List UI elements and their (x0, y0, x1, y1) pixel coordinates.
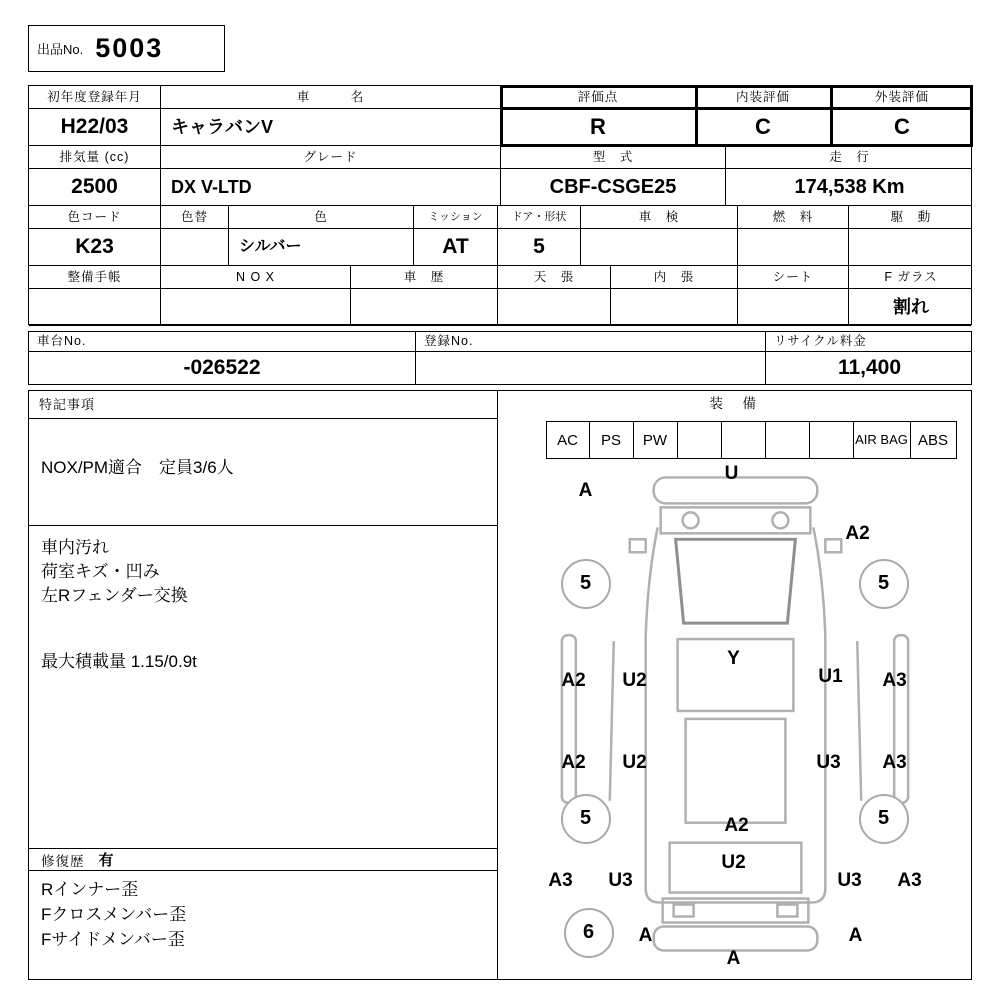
exterior-label: 外装評価 (874, 90, 929, 104)
damage-mark: U3 (837, 870, 862, 891)
inspection-value (581, 229, 738, 265)
equipment-and-diagram-pane (498, 391, 972, 979)
wheel-score-mark: 5 (859, 559, 909, 609)
wheel-score-mark: 5 (561, 794, 611, 844)
recycle-fee-value: 11,400 (837, 356, 902, 379)
exterior-value: C (894, 114, 910, 139)
row-values-3 (29, 229, 971, 266)
seat-label: シート (738, 266, 849, 288)
auction-no-label: 出品No. (37, 42, 84, 57)
row-values-4 (29, 289, 971, 326)
notes-header: 特記事項 (29, 391, 497, 419)
row-labels-1 (29, 86, 971, 109)
color-label: 色 (229, 206, 414, 228)
notes-compliance: NOX/PM適合 定員3/6人 (29, 419, 497, 526)
damage-diagram-marks (498, 391, 972, 981)
model-code-label: 型 式 (501, 146, 726, 168)
first-reg-value: H22/03 (29, 109, 161, 145)
auction-no-value: 5003 (95, 33, 164, 63)
doors-label: ドア・形状 (498, 206, 581, 228)
nox-value (161, 289, 351, 325)
door-lining-label: 内 張 (611, 266, 738, 288)
recycle-fee-label: リサイクル料金 (774, 334, 867, 348)
displacement-label: 排気量 (cc) (29, 146, 161, 168)
first-reg-label: 初年度登録年月 (29, 86, 161, 108)
equipment-header: 装 備 (709, 396, 759, 411)
damage-mark: U1 (818, 666, 843, 687)
damage-mark: Y (727, 648, 740, 669)
equip-ps: PS (590, 421, 634, 459)
reg-no-label: 登録No. (416, 332, 766, 351)
row-labels-4 (29, 266, 971, 289)
history-value (351, 289, 498, 325)
car-name-value: キャラバンV (161, 109, 501, 145)
damage-mark: A (848, 925, 863, 946)
damage-mark: U2 (622, 670, 647, 691)
chassis-no-value: -026522 (29, 352, 416, 384)
grade-label: グレード (161, 146, 501, 168)
model-code-value: CBF-CSGE25 (501, 169, 726, 205)
drive-label: 駆 動 (890, 210, 932, 224)
wheel-score-mark: 6 (564, 908, 614, 958)
auction-no-box (28, 25, 225, 72)
note-line: 荷室キズ・凹み (41, 562, 160, 581)
damage-mark: A3 (897, 870, 922, 891)
history-label: 車 歴 (351, 266, 498, 288)
headliner-label: 天 張 (498, 266, 611, 288)
chassis-table (28, 331, 972, 385)
row-values-2 (29, 169, 971, 206)
damage-mark: U (724, 463, 739, 484)
damage-mark: A2 (561, 752, 586, 773)
damage-mark: A3 (882, 752, 907, 773)
front-glass-value: 割れ (893, 297, 929, 317)
nox-label: N O X (161, 266, 351, 288)
equip-abs: ABS (911, 421, 957, 459)
damage-mark: U2 (721, 852, 746, 873)
inspection-label: 車 検 (581, 206, 738, 228)
row-labels-3 (29, 206, 971, 229)
damage-mark: A (726, 948, 741, 969)
damage-mark: A2 (845, 523, 870, 544)
wheel-score-mark: 5 (561, 559, 611, 609)
repair-history-row (29, 849, 497, 871)
color-change-value (161, 229, 229, 265)
seat-value (738, 289, 849, 325)
damage-mark: U2 (622, 752, 647, 773)
damage-mark: A (578, 480, 593, 501)
damage-mark: A2 (561, 670, 586, 691)
notes-condition-section (29, 526, 497, 849)
lower-block (28, 390, 972, 980)
row-values-1 (29, 109, 971, 146)
color-change-label: 色替 (161, 206, 229, 228)
interior-label: 内装評価 (696, 86, 831, 108)
payload-note: 最大積載量 1.15/0.9t (41, 652, 197, 671)
note-line: 左Rフェンダー交換 (41, 586, 188, 605)
score-value: R (501, 109, 696, 145)
transmission-label: ミッション (414, 206, 498, 228)
chassis-values-row (29, 352, 971, 384)
displacement-value: 2500 (29, 169, 161, 205)
car-name-label: 車 名 (161, 86, 501, 108)
damage-mark: A3 (882, 670, 907, 691)
damage-mark: U3 (816, 752, 841, 773)
equip-airbag: AIR BAG (854, 421, 911, 459)
repair-history-value: 有 (98, 852, 114, 869)
mileage-value: 174,538 Km (794, 176, 905, 198)
maintenance-value (29, 289, 161, 325)
score-label: 評価点 (501, 86, 696, 108)
chassis-no-label: 車台No. (29, 332, 416, 351)
damage-mark: U3 (608, 870, 633, 891)
repair-line: Fサイドメンバー歪 (41, 930, 185, 949)
repair-history-label: 修復歴 (41, 853, 85, 869)
drive-value (849, 229, 973, 265)
chassis-labels-row (29, 332, 971, 352)
notes-pane (29, 391, 498, 979)
damage-mark: A2 (724, 815, 749, 836)
color-code-label: 色コード (29, 206, 161, 228)
repair-line: Rインナー歪 (41, 880, 139, 899)
color-value: シルバー (229, 229, 414, 265)
mileage-label: 走 行 (829, 150, 870, 164)
fuel-value (738, 229, 849, 265)
equip-pw: PW (634, 421, 678, 459)
main-spec-table (28, 85, 972, 325)
repair-details-section (29, 871, 497, 952)
damage-mark: A3 (548, 870, 573, 891)
door-lining-value (611, 289, 738, 325)
doors-value: 5 (498, 229, 581, 265)
repair-line: Fクロスメンバー歪 (41, 905, 187, 924)
headliner-value (498, 289, 611, 325)
reg-no-value (416, 352, 766, 384)
interior-value: C (696, 109, 831, 145)
note-line: 車内汚れ (41, 538, 109, 557)
wheel-score-mark: 5 (859, 794, 909, 844)
fuel-label: 燃 料 (738, 206, 849, 228)
equip-ac: AC (546, 421, 590, 459)
front-glass-label: F ガラス (884, 270, 938, 284)
row-labels-2 (29, 146, 971, 169)
damage-mark: A (638, 925, 653, 946)
maintenance-label: 整備手帳 (29, 266, 161, 288)
grade-value: DX V-LTD (161, 169, 501, 205)
transmission-value: AT (414, 229, 498, 265)
color-code-value: K23 (29, 229, 161, 265)
